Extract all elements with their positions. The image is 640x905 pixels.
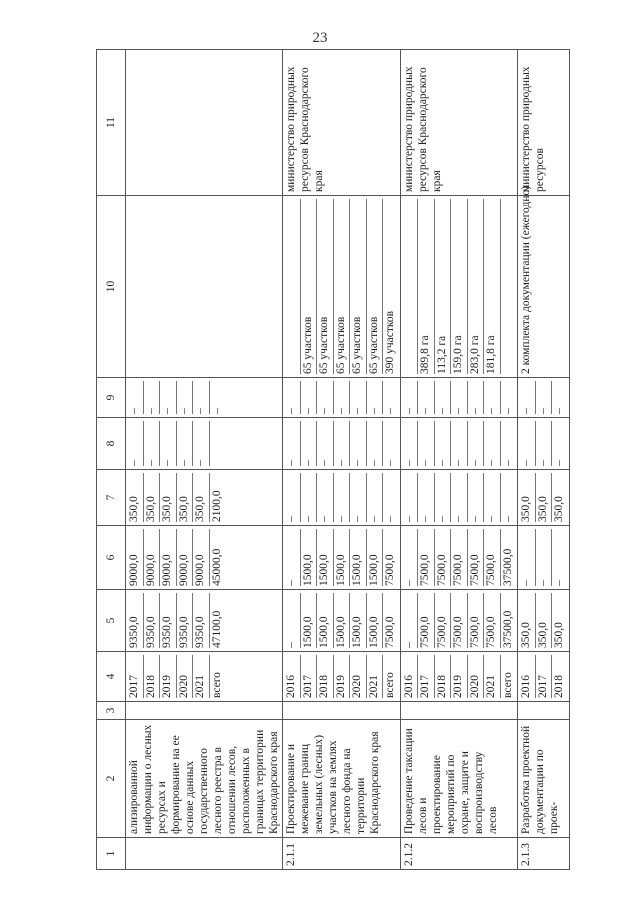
value-line: 2020 (468, 655, 485, 698)
value-line: – (284, 421, 301, 466)
column-c8 (126, 418, 283, 470)
value-line: 2021 (484, 655, 501, 698)
value-line: – (536, 381, 553, 414)
rotated-table-sheet (96, 50, 576, 870)
value-line: – (367, 473, 384, 522)
value-line: – (301, 473, 318, 522)
value-line: – (144, 421, 161, 466)
value-line: 350,0 (193, 473, 210, 522)
header-cell: 9 (97, 378, 126, 418)
column-c7 (126, 470, 283, 526)
value-line: 350,0 (144, 473, 161, 522)
empty-cell (400, 702, 518, 720)
value-line: – (350, 473, 367, 522)
value-line: 1500,0 (334, 593, 351, 648)
column-c8 (400, 418, 518, 470)
value-line: 7500,0 (451, 529, 468, 586)
value-line: – (451, 381, 468, 414)
header-row (97, 50, 126, 870)
value-line: 350,0 (519, 593, 536, 648)
header-cell: 4 (97, 652, 126, 702)
value-line: – (144, 381, 161, 414)
item-number: 2.1.1 (283, 838, 401, 870)
value-line: – (468, 381, 485, 414)
value-line: – (402, 473, 419, 522)
value-line: 9000,0 (127, 529, 144, 586)
value-line: – (418, 473, 435, 522)
value-line: 2021 (193, 655, 210, 698)
header-cell: 10 (97, 196, 126, 378)
value-line: – (193, 381, 210, 414)
value-line: – (334, 473, 351, 522)
page-number: 23 (312, 30, 328, 46)
value-line: 9350,0 (144, 593, 161, 648)
value-line: 1500,0 (301, 593, 318, 648)
value-line: 350,0 (553, 496, 566, 522)
header-cell: 3 (97, 702, 126, 720)
value-line: – (284, 381, 301, 414)
item-description: Разработка проектной документации по проек- (518, 720, 570, 838)
value-line: 350,0 (519, 473, 536, 522)
value-line: всего (210, 672, 223, 698)
value-line: 2016 (284, 655, 301, 698)
value-line (284, 199, 301, 374)
value-line: – (418, 381, 435, 414)
value-line: 2021 (367, 655, 384, 698)
column-c9 (283, 378, 401, 418)
column-c7 (400, 470, 518, 526)
column-c7 (283, 470, 401, 526)
value-line: – (553, 580, 566, 586)
value-line: – (501, 516, 514, 522)
value-line: 1500,0 (317, 593, 334, 648)
value-line: 65 участков (367, 199, 384, 374)
responsible-organization (126, 50, 283, 196)
value-line: – (519, 381, 536, 414)
value-line: – (284, 473, 301, 522)
table-row (518, 50, 570, 870)
header-cell: 6 (97, 526, 126, 590)
column-c10 (518, 185, 570, 378)
value-line (501, 199, 517, 374)
value-line: 1500,0 (350, 529, 367, 586)
item-description: Проектирование и межевание границ земельных (лесных) участков на землях лесного фонда на территории Краснодарского края (283, 720, 401, 838)
column-c9 (518, 378, 570, 418)
value-line: 7500,0 (435, 593, 452, 648)
value-line: 350,0 (160, 473, 177, 522)
value-line: – (519, 421, 536, 466)
value-line: – (384, 516, 397, 522)
value-line: – (284, 593, 301, 648)
value-line: – (451, 473, 468, 522)
value-line: – (160, 421, 177, 466)
value-line: 65 участков (317, 199, 334, 374)
value-line: 113,2 га (435, 199, 452, 374)
value-line: 2020 (350, 655, 367, 698)
value-line: 2018 (553, 675, 566, 698)
column-c9 (126, 378, 283, 418)
column-c5 (126, 590, 283, 652)
value-line: – (501, 408, 514, 414)
value-line: – (484, 381, 501, 414)
value-line: – (536, 421, 553, 466)
value-line: 350,0 (177, 473, 194, 522)
value-line: всего (384, 672, 397, 698)
value-line (210, 421, 226, 466)
value-line: 1500,0 (367, 593, 384, 648)
value-line: 1500,0 (317, 529, 334, 586)
column-c5 (400, 590, 518, 652)
empty-cell (283, 702, 401, 720)
table-row (283, 50, 401, 870)
value-line: 65 участков (350, 199, 367, 374)
header-cell: 1 (97, 838, 126, 870)
column-c9 (400, 378, 518, 418)
value-line: 2017 (418, 655, 435, 698)
value-line: – (501, 460, 514, 466)
value-line: – (127, 381, 144, 414)
value-line: 9000,0 (193, 529, 210, 586)
value-line: – (350, 421, 367, 466)
value-line: – (334, 381, 351, 414)
value-line: 159,0 га (451, 199, 468, 374)
value-line: 37500,0 (501, 610, 514, 648)
header-cell: 2 (97, 720, 126, 838)
value-line: – (317, 473, 334, 522)
empty-cell (126, 702, 283, 720)
value-line: – (284, 529, 301, 586)
value-line: – (301, 381, 318, 414)
responsible-organization: министерство природных ресурсов Краснодарского края (283, 50, 401, 196)
column-c7 (518, 470, 570, 526)
value-line: – (402, 529, 419, 586)
header-cell: 11 (97, 50, 126, 196)
value-line: – (301, 421, 318, 466)
value-line: 283,0 га (468, 199, 485, 374)
program-table (96, 49, 570, 870)
value-line: 65 участков (334, 199, 351, 374)
value-line: 2016 (519, 655, 536, 698)
value-line: 2100,0 (210, 490, 223, 522)
empty-cell (518, 702, 570, 720)
value-line: – (435, 421, 452, 466)
value-line: 1500,0 (301, 529, 318, 586)
value-line: 2018 (144, 655, 161, 698)
value-line: – (418, 421, 435, 466)
value-line (402, 199, 419, 374)
value-line: 9000,0 (144, 529, 161, 586)
value-line: 45000,0 (210, 548, 223, 586)
value-line: 7500,0 (418, 593, 435, 648)
value-line: 2 комплекта документации (ежегодно) (520, 185, 533, 374)
item-description: ализированной информации о лесных ресурсах и формирование на ее основе данных государственного лесного реестра в отношении лесов, расположенных в границах территории Краснодарского края (126, 720, 283, 838)
value-line: – (193, 421, 210, 466)
value-line: – (210, 408, 223, 414)
value-line: 1500,0 (350, 593, 367, 648)
column-c6 (400, 526, 518, 590)
value-line: 7500,0 (384, 616, 397, 648)
value-line: 2016 (402, 655, 419, 698)
value-line: 7500,0 (451, 593, 468, 648)
value-line: 350,0 (536, 593, 553, 648)
value-line: – (553, 460, 566, 466)
value-line: – (435, 473, 452, 522)
value-line: – (384, 408, 397, 414)
value-line: – (468, 421, 485, 466)
column-c6 (518, 526, 570, 590)
value-line: 350,0 (536, 473, 553, 522)
column-c10 (400, 196, 518, 378)
value-line: 9000,0 (177, 529, 194, 586)
value-line: – (468, 473, 485, 522)
value-line: – (435, 381, 452, 414)
column-years (283, 652, 401, 702)
value-line: – (317, 421, 334, 466)
value-line: 9350,0 (193, 593, 210, 648)
column-years (400, 652, 518, 702)
value-line: – (536, 529, 553, 586)
value-line: 9350,0 (127, 593, 144, 648)
value-line: – (177, 381, 194, 414)
value-line: 350,0 (127, 473, 144, 522)
column-c8 (518, 418, 570, 470)
column-c6 (283, 526, 401, 590)
item-number (126, 838, 283, 870)
value-line: 2019 (451, 655, 468, 698)
value-line: – (177, 421, 194, 466)
item-number: 2.1.2 (400, 838, 518, 870)
value-line: – (402, 421, 419, 466)
value-line: 7500,0 (418, 529, 435, 586)
column-c8 (283, 418, 401, 470)
value-line: 7500,0 (484, 593, 501, 648)
value-line: – (350, 381, 367, 414)
column-c10 (126, 196, 283, 378)
value-line: 2017 (536, 655, 553, 698)
value-line: – (484, 473, 501, 522)
value-line: 7500,0 (435, 529, 452, 586)
column-years (518, 652, 570, 702)
column-c6 (126, 526, 283, 590)
value-line: 350,0 (553, 622, 566, 648)
value-line: 9350,0 (177, 593, 194, 648)
value-line: – (402, 593, 419, 648)
value-line: – (553, 408, 566, 414)
value-line: 7500,0 (468, 593, 485, 648)
value-line: 9000,0 (160, 529, 177, 586)
value-line: 2017 (127, 655, 144, 698)
value-line: – (317, 381, 334, 414)
value-line: всего (501, 672, 514, 698)
table-row (400, 50, 518, 870)
value-line: – (519, 529, 536, 586)
value-line: 47100,0 (210, 610, 223, 648)
column-c5 (518, 590, 570, 652)
value-line: 37500,0 (501, 548, 514, 586)
value-line: – (334, 421, 351, 466)
header-cell: 7 (97, 470, 126, 526)
value-line: – (402, 381, 419, 414)
responsible-organization: министерство природных ресурсов (518, 50, 570, 196)
value-line: 2017 (301, 655, 318, 698)
column-c10 (283, 196, 401, 378)
value-line: – (367, 381, 384, 414)
value-line: 1500,0 (334, 529, 351, 586)
value-line: 390 участков (384, 310, 397, 374)
value-line: 2019 (160, 655, 177, 698)
value-line: – (451, 421, 468, 466)
value-line: 1500,0 (367, 529, 384, 586)
value-line: – (160, 381, 177, 414)
value-line: 2018 (435, 655, 452, 698)
value-line: – (127, 421, 144, 466)
table-row (126, 50, 283, 870)
column-c5 (283, 590, 401, 652)
value-line: – (367, 421, 384, 466)
value-line: 7500,0 (468, 529, 485, 586)
responsible-organization: министерство природных ресурсов Краснодарского края (400, 50, 518, 196)
value-line: 7500,0 (384, 554, 397, 586)
column-years (126, 652, 283, 702)
value-line: 9350,0 (160, 593, 177, 648)
value-line: – (484, 421, 501, 466)
value-line: 7500,0 (484, 529, 501, 586)
value-line: 2019 (334, 655, 351, 698)
header-cell: 5 (97, 590, 126, 652)
value-line: 389,8 га (418, 199, 435, 374)
value-line: 2018 (317, 655, 334, 698)
header-cell: 8 (97, 418, 126, 470)
value-line: 2020 (177, 655, 194, 698)
item-description: Проведение таксации лесов и проектирование мероприятий по охране, защите и воспроизводству лесов (400, 720, 518, 838)
value-line: 181,8 га (484, 199, 501, 374)
value-line: 65 участков (301, 199, 318, 374)
item-number: 2.1.3 (518, 838, 570, 870)
value-line: – (384, 460, 397, 466)
